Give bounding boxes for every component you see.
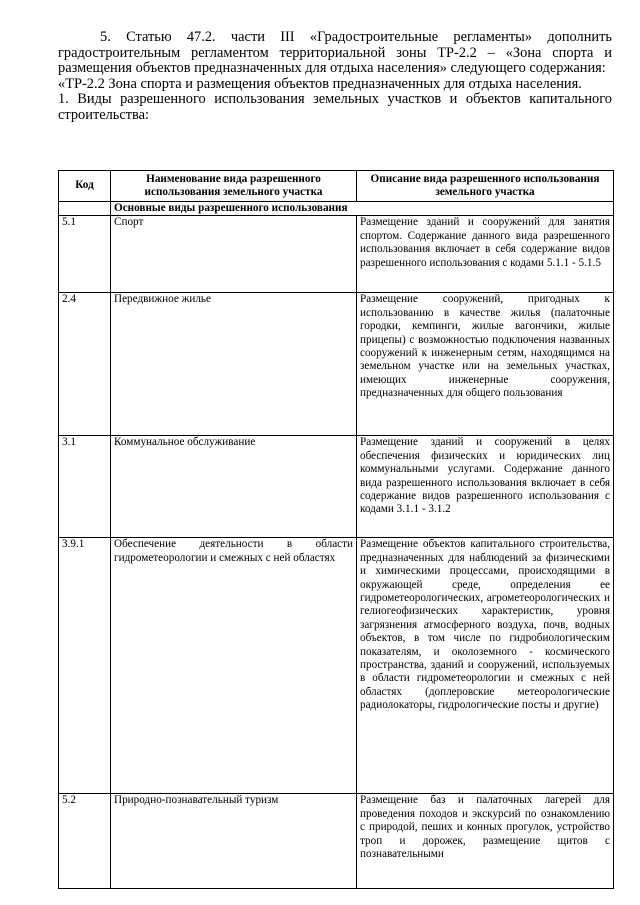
table-row <box>59 293 614 436</box>
section-code-cell <box>59 202 111 216</box>
table-header-row <box>59 171 614 202</box>
row-description: Размещение объектов капитального строительства, предназначенных для наблюдений за физическими и химическими процессами, происходящими в окружающей среде, определения ее гидрометеорологических, агрометеорологических и гелиогеофизических характеристик, уровня загрязнения атмосферного воздуха, почв, водных объектов, в том числе по гидробиологическим показателям, и околоземного - космического пространства, зданий и сооружений, используемых в области гидрометеорологии и смежных с ней областях (доплеровские метеорологические радиолокаторы, гидрологические посты и другие) <box>357 538 614 794</box>
document-page <box>58 30 612 124</box>
row-code: 3.9.1 <box>59 538 111 794</box>
header-name: Наименование вида разрешенного использования земельного участка <box>111 171 357 202</box>
row-code: 5.2 <box>59 794 111 889</box>
table-row <box>59 436 614 538</box>
row-code: 5.1 <box>59 216 111 293</box>
row-name: Коммунальное обслуживание <box>111 436 357 538</box>
row-name: Передвижное жилье <box>111 293 357 436</box>
table-row <box>59 794 614 889</box>
header-code: Код <box>59 171 111 202</box>
row-description: Размещение сооружений, пригодных к использованию в качестве жилья (палаточные городки, кемпинги, жилые вагончики, жилые прицепы) с возможностью подключения названных сооружений к инженерным сетям, находящимся на земельном участке или на земельных участках, имеющих инженерные сооружения, предназначенных для общего пользования <box>357 293 614 436</box>
header-description: Описание вида разрешенного использования земельного участка <box>357 171 614 202</box>
section-heading-paragraph: 1. Виды разрешенного использования земельных участков и объектов капитального строительства: <box>58 91 612 123</box>
section-title: Основные виды разрешенного использования <box>111 202 614 216</box>
row-code: 3.1 <box>59 436 111 538</box>
row-name: Обеспечение деятельности в области гидрометеорологии и смежных с ней областях <box>111 538 357 794</box>
table-row <box>59 538 614 794</box>
amendment-paragraph: 5. Статью 47.2. части III «Градостроительные регламенты» дополнить градостроительным регламентом территориальной зоны ТР-2.2 – «Зона спорта и размещения объектов предназначенных для отдыха населения» следующего содержания: <box>58 29 612 77</box>
row-code: 2.4 <box>59 293 111 436</box>
permitted-use-table <box>58 170 614 889</box>
section-row <box>59 202 614 216</box>
row-description: Размещение баз и палаточных лагерей для проведения походов и экскурсий по ознакомлению с природой, пеших и конных прогулок, устройство троп и дорожек, размещение щитов с познавательными <box>357 794 614 889</box>
zone-title-paragraph: «ТР-2.2 Зона спорта и размещения объектов предназначенных для отдыха населения. <box>58 75 582 92</box>
row-description: Размещение зданий и сооружений для занятия спортом. Содержание данного вида разрешенного использования включает в себя содержание видов разрешенного использования с кодами 5.1.1 - 5.1.5 <box>357 216 614 293</box>
row-description: Размещение зданий и сооружений в целях обеспечения физических и юридических лиц коммунальными услугами. Содержание данного вида разрешенного использования включает в себя содержание видов разрешенного использования с кодами 3.1.1 - 3.1.2 <box>357 436 614 538</box>
row-name: Спорт <box>111 216 357 293</box>
table-row <box>59 216 614 293</box>
row-name: Природно-познавательный туризм <box>111 794 357 889</box>
